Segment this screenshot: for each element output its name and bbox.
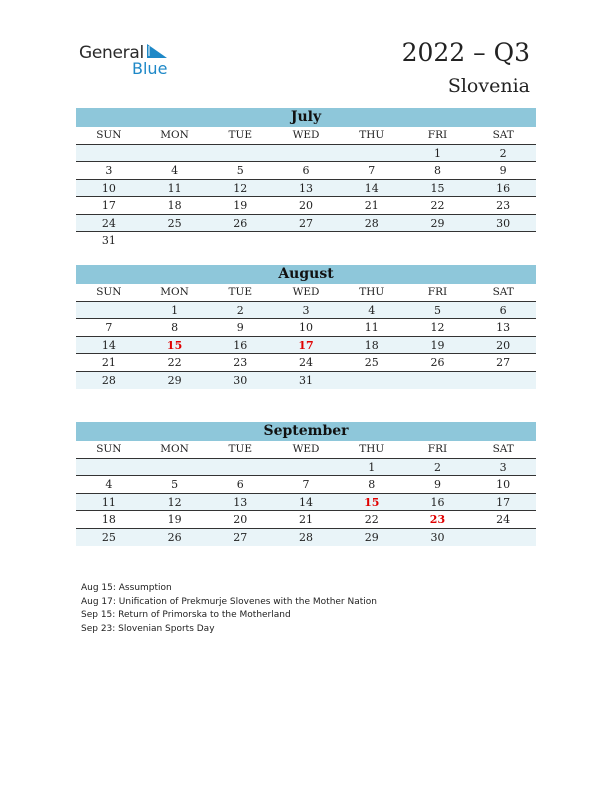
day-cell: 21 xyxy=(364,199,379,212)
day-cell: 26 xyxy=(233,216,248,230)
weekday-label: SAT xyxy=(492,443,514,455)
month-calendar-august xyxy=(76,265,536,389)
day-cell: 21 xyxy=(101,356,116,369)
day-cell xyxy=(273,459,339,476)
day-cell: 4 xyxy=(171,164,179,177)
holiday-note: Sep 15: Return of Primorska to the Motherland xyxy=(81,610,291,621)
week-row xyxy=(76,354,536,372)
day-cell: 29 xyxy=(167,373,182,387)
logo-general-text: General xyxy=(79,43,144,63)
day-cell: 4 xyxy=(105,478,113,491)
logo-blue-text: Blue xyxy=(132,59,168,78)
day-cell: 24 xyxy=(101,216,116,230)
day-cell xyxy=(339,145,405,162)
day-cell: 11 xyxy=(364,321,379,334)
day-cell: 12 xyxy=(167,495,182,509)
week-row xyxy=(76,511,536,529)
day-cell: 18 xyxy=(101,513,116,526)
day-cell: 9 xyxy=(499,164,507,177)
day-cell: 29 xyxy=(364,530,379,544)
day-cell xyxy=(405,232,471,250)
day-cell xyxy=(339,372,405,390)
holiday-date: 15 xyxy=(364,495,380,509)
day-cell: 11 xyxy=(101,495,116,509)
day-cell: 7 xyxy=(105,321,113,334)
weekday-header-row xyxy=(76,441,536,459)
month-header: July xyxy=(76,108,536,127)
month-header: August xyxy=(76,265,536,284)
country-name: Slovenia xyxy=(447,75,530,97)
day-cell xyxy=(142,232,208,250)
day-cell: 30 xyxy=(496,216,511,230)
day-cell xyxy=(273,145,339,162)
week-row xyxy=(76,215,536,233)
day-cell: 5 xyxy=(171,478,179,491)
day-cell: 1 xyxy=(171,303,179,317)
day-cell: 12 xyxy=(233,181,248,195)
weekday-label: WED xyxy=(292,286,320,298)
day-cell: 22 xyxy=(430,199,445,212)
day-cell: 5 xyxy=(236,164,244,177)
day-cell: 26 xyxy=(430,356,445,369)
weekday-label: TUE xyxy=(228,443,253,455)
day-cell: 16 xyxy=(233,338,248,352)
day-cell: 21 xyxy=(299,513,314,526)
day-cell: 23 xyxy=(233,356,248,369)
day-cell: 12 xyxy=(430,321,445,334)
day-cell xyxy=(470,232,536,250)
day-cell: 6 xyxy=(499,303,507,317)
weekday-label: SUN xyxy=(96,286,122,298)
day-cell: 30 xyxy=(233,373,248,387)
day-cell: 14 xyxy=(299,495,314,509)
day-cell: 3 xyxy=(499,460,507,474)
day-cell: 18 xyxy=(167,199,182,212)
day-cell: 10 xyxy=(101,181,116,195)
day-cell: 29 xyxy=(430,216,445,230)
day-cell: 31 xyxy=(299,373,314,387)
day-cell: 2 xyxy=(236,303,244,317)
day-cell xyxy=(470,372,536,390)
day-cell xyxy=(142,145,208,162)
day-cell: 27 xyxy=(496,356,511,369)
day-cell: 5 xyxy=(433,303,441,317)
day-cell: 18 xyxy=(364,338,379,352)
weekday-label: MON xyxy=(160,443,189,455)
weekday-label: WED xyxy=(292,129,320,141)
week-row xyxy=(76,319,536,337)
day-cell: 11 xyxy=(167,181,182,195)
weekday-header-row xyxy=(76,284,536,302)
day-cell: 9 xyxy=(236,321,244,334)
day-cell: 20 xyxy=(496,338,511,352)
day-cell: 28 xyxy=(299,530,314,544)
day-cell: 9 xyxy=(433,478,441,491)
weekday-label: THU xyxy=(359,129,385,141)
day-cell: 8 xyxy=(171,321,179,334)
logo xyxy=(79,40,179,80)
day-cell: 20 xyxy=(233,513,248,526)
month-header: September xyxy=(76,422,536,441)
weekday-label: SUN xyxy=(96,443,122,455)
day-cell: 16 xyxy=(430,495,445,509)
holiday-notes xyxy=(81,582,377,636)
day-cell: 22 xyxy=(364,513,379,526)
weekday-label: SAT xyxy=(492,129,514,141)
day-cell: 2 xyxy=(499,146,507,160)
holiday-date: 23 xyxy=(429,513,446,526)
day-cell: 31 xyxy=(101,234,116,247)
week-row xyxy=(76,302,536,320)
day-cell: 20 xyxy=(299,199,314,212)
day-cell: 7 xyxy=(302,478,310,491)
day-cell: 13 xyxy=(233,495,248,509)
week-row xyxy=(76,494,536,512)
day-cell: 25 xyxy=(167,216,182,230)
weekday-label: THU xyxy=(359,443,385,455)
holiday-date: 15 xyxy=(166,338,183,352)
day-cell: 13 xyxy=(496,321,511,334)
day-cell: 13 xyxy=(299,181,314,195)
day-cell: 7 xyxy=(368,164,376,177)
day-cell xyxy=(76,145,142,162)
weekday-label: TUE xyxy=(228,129,253,141)
weekday-label: FRI xyxy=(427,129,448,141)
week-row xyxy=(76,476,536,494)
weekday-label: FRI xyxy=(427,286,448,298)
day-cell: 26 xyxy=(167,530,182,544)
day-cell: 28 xyxy=(101,373,116,387)
weekday-label: SAT xyxy=(492,286,514,298)
day-cell: 8 xyxy=(433,164,441,177)
day-cell: 19 xyxy=(167,513,182,526)
holiday-note: Aug 17: Unification of Prekmurje Slovenes with the Mother Nation xyxy=(81,596,377,607)
day-cell xyxy=(273,232,339,250)
day-cell: 17 xyxy=(496,495,511,509)
day-cell: 14 xyxy=(364,181,379,195)
weekday-label: SUN xyxy=(96,129,122,141)
day-cell: 4 xyxy=(368,303,376,317)
day-cell: 25 xyxy=(364,356,379,369)
week-row xyxy=(76,337,536,355)
day-cell: 15 xyxy=(430,181,445,195)
day-cell xyxy=(76,302,142,319)
day-cell: 23 xyxy=(496,199,511,212)
week-row xyxy=(76,145,536,163)
day-cell: 17 xyxy=(101,199,116,212)
day-cell: 2 xyxy=(433,460,441,474)
day-cell xyxy=(339,232,405,250)
day-cell: 22 xyxy=(167,356,182,369)
day-cell xyxy=(76,459,142,476)
day-cell: 1 xyxy=(433,146,441,160)
day-cell: 19 xyxy=(430,338,445,352)
day-cell: 16 xyxy=(496,181,511,195)
day-cell xyxy=(470,529,536,547)
day-cell: 24 xyxy=(496,513,511,526)
day-cell: 27 xyxy=(233,530,248,544)
weekday-label: WED xyxy=(292,443,320,455)
day-cell: 30 xyxy=(430,530,445,544)
day-cell: 28 xyxy=(364,216,379,230)
week-row xyxy=(76,180,536,198)
day-cell: 6 xyxy=(236,478,244,491)
holiday-note: Sep 23: Slovenian Sports Day xyxy=(81,623,215,634)
day-cell: 10 xyxy=(496,478,511,491)
day-cell: 8 xyxy=(368,478,376,491)
day-cell xyxy=(207,145,273,162)
month-calendar-july xyxy=(76,108,536,250)
weekday-label: TUE xyxy=(228,286,253,298)
weekday-label: FRI xyxy=(427,443,448,455)
day-cell: 1 xyxy=(368,460,376,474)
weekday-header-row xyxy=(76,127,536,145)
weekday-label: MON xyxy=(160,129,189,141)
day-cell: 24 xyxy=(299,356,314,369)
week-row xyxy=(76,459,536,477)
weekday-label: THU xyxy=(359,286,385,298)
week-row xyxy=(76,197,536,215)
day-cell: 10 xyxy=(299,321,314,334)
week-row xyxy=(76,232,536,250)
week-row xyxy=(76,529,536,547)
page-title: 2022 – Q3 xyxy=(401,38,530,67)
holiday-date: 17 xyxy=(298,338,314,352)
day-cell: 27 xyxy=(299,216,314,230)
weekday-label: MON xyxy=(160,286,189,298)
day-cell: 6 xyxy=(302,164,310,177)
month-calendar-september xyxy=(76,422,536,546)
week-row xyxy=(76,372,536,390)
holiday-note: Aug 15: Assumption xyxy=(81,583,172,593)
day-cell xyxy=(207,459,273,476)
day-cell: 25 xyxy=(101,530,116,544)
day-cell xyxy=(207,232,273,250)
day-cell: 3 xyxy=(302,303,310,317)
week-row xyxy=(76,162,536,180)
day-cell xyxy=(142,459,208,476)
day-cell: 3 xyxy=(105,164,113,177)
day-cell xyxy=(405,372,471,390)
day-cell: 14 xyxy=(101,338,116,352)
day-cell: 19 xyxy=(233,199,248,212)
